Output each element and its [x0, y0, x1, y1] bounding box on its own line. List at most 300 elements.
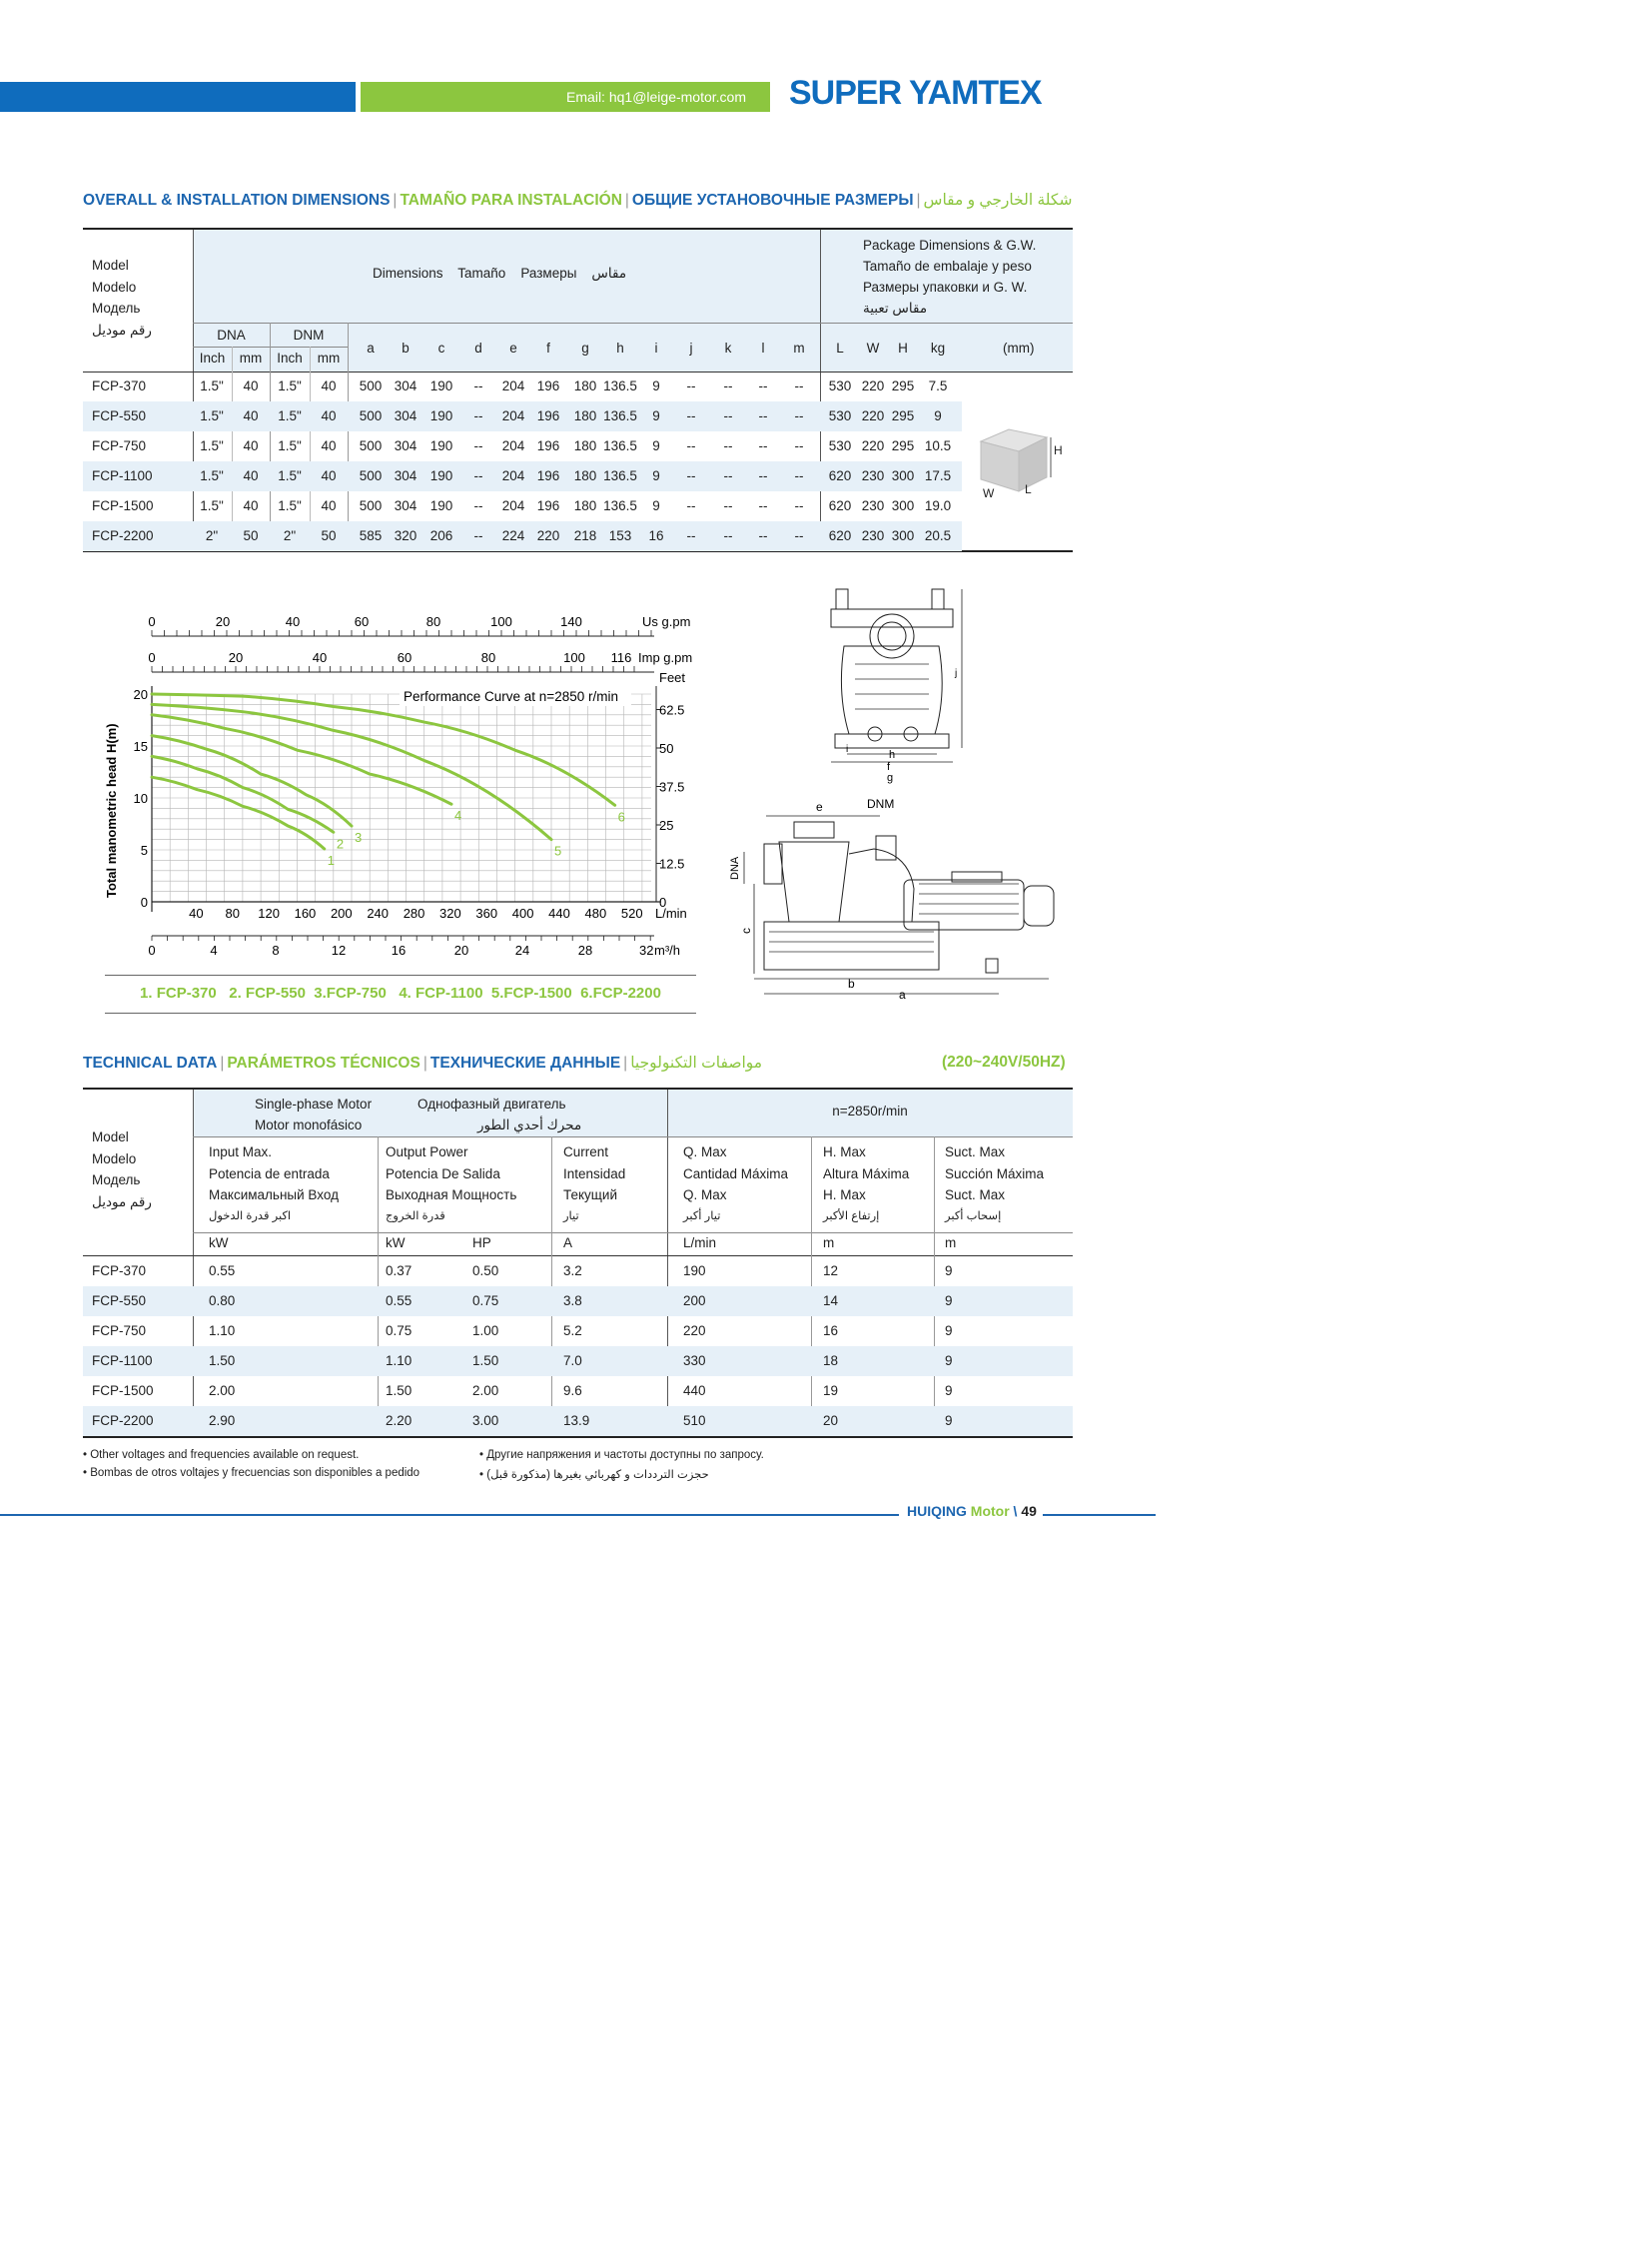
dim-cell: 1.5"	[278, 468, 302, 483]
tech-cell: 9.6	[563, 1383, 582, 1398]
dim-letter-m: m	[793, 341, 805, 356]
dim-cell: 9	[652, 468, 660, 483]
imp-gpm-tick-label: 0	[148, 650, 156, 665]
us-gpm-unit: Us g.pm	[642, 614, 691, 629]
brand-logo: SUPER YAMTEX	[789, 74, 1042, 112]
qmax-header-line: Q. Max	[683, 1144, 727, 1159]
header-email[interactable]: Email: hq1@leige-motor.com	[566, 89, 746, 105]
x-tick-label: 240	[367, 906, 390, 921]
tech-cell: 2.20	[386, 1413, 413, 1428]
tech-model-label: Model Modelo Модель رقم موديل	[92, 1129, 152, 1209]
dim-cell: 1.5"	[278, 378, 302, 393]
x-tick-label: 440	[548, 906, 570, 921]
x-tick-label: 200	[330, 906, 353, 921]
current-header-line: Текущий	[563, 1187, 617, 1202]
tech-cell: 9	[945, 1323, 953, 1338]
imp-gpm-tick-label: 20	[228, 650, 244, 665]
tech-cell: 1.10	[386, 1353, 413, 1368]
dim-cell: 500	[359, 498, 383, 513]
m3h-tick-label: 12	[331, 943, 347, 958]
dim-cell: 620	[828, 528, 852, 543]
note-3: • Другие напряжения и частоты доступны по запросу.	[479, 1449, 764, 1461]
unit-cell: kW	[386, 1235, 406, 1250]
dim-cell: --	[723, 438, 733, 453]
title-ru: ОБЩИЕ УСТАНОВОЧНЫЕ РАЗМЕРЫ	[631, 192, 914, 209]
dim-cell: 180	[573, 378, 597, 393]
tech-cell: 13.9	[563, 1413, 590, 1428]
tech-cell: 3.2	[563, 1263, 582, 1278]
dim-cell: 1.5"	[278, 498, 302, 513]
dim-cell: 500	[359, 438, 383, 453]
unit-cell: m	[945, 1235, 957, 1250]
dim-cell: --	[723, 378, 733, 393]
note-1: • Other voltages and frequencies available on request.	[83, 1449, 360, 1461]
drawing-c-label: c	[739, 928, 753, 934]
legend-rule	[105, 1013, 696, 1014]
dim-cell: --	[794, 528, 804, 543]
dim-cell: 500	[359, 468, 383, 483]
dim-cell: 218	[573, 528, 597, 543]
x-tick-label: 360	[475, 906, 498, 921]
dim-cell: --	[473, 438, 483, 453]
tech-cell: 9	[945, 1263, 953, 1278]
dim-cell: --	[758, 468, 768, 483]
dim-cell: --	[794, 408, 804, 423]
dim-cell: 300	[891, 498, 915, 513]
tech-cell: 12	[823, 1263, 839, 1278]
output-power-header-line: Potencia De Salida	[386, 1165, 500, 1181]
box-l-label: L	[1025, 482, 1032, 496]
dim-letter-f: f	[546, 341, 550, 356]
dim-cell: 196	[536, 438, 560, 453]
dim-cell: 1.5"	[200, 468, 224, 483]
dim-cell: 136.5	[603, 408, 637, 423]
us-gpm-tick-label: 60	[354, 614, 370, 629]
dim-cell: 196	[536, 408, 560, 423]
package-box-icon	[969, 419, 1069, 501]
x-tick-label: 120	[258, 906, 280, 921]
us-gpm-tick-label: 20	[215, 614, 231, 629]
dim-cell: 136.5	[603, 378, 637, 393]
y-tick-label: 5	[140, 843, 148, 858]
dim-cell: 304	[394, 378, 417, 393]
chart-labels	[104, 614, 692, 958]
dim-package-label: Package Dimensions & G.W. Tamaño de embalaje y peso Размеры упаковки и G. W. مقاس تعبية	[863, 238, 1037, 316]
dim-cell: 300	[891, 528, 915, 543]
hmax-header-line: H. Max	[823, 1144, 866, 1159]
footer-brand-1: HUIQING	[907, 1503, 967, 1519]
m3h-last-label: 32	[639, 943, 654, 958]
tech-cell: 3.8	[563, 1293, 582, 1308]
dim-cell: 224	[501, 528, 525, 543]
dim-cell: 190	[429, 498, 453, 513]
drawing-b-label: b	[848, 977, 855, 991]
m3h-tick-label: 28	[577, 943, 593, 958]
note-2: • Bombas de otros voltajes y frecuencias son disponibles a pedido	[83, 1467, 420, 1479]
dim-cell: 180	[573, 468, 597, 483]
dim-cell: 20.5	[924, 528, 952, 543]
dim-cell: 320	[394, 528, 417, 543]
input-max-header	[209, 1141, 339, 1227]
unit-cell: kW	[209, 1235, 229, 1250]
suct-max-header	[945, 1141, 1044, 1227]
us-gpm-tick-label: 80	[425, 614, 441, 629]
x-tick-label: 520	[620, 906, 643, 921]
dim-cell: --	[686, 438, 696, 453]
drawing-f-label: f	[887, 761, 891, 773]
dim-cell: 2"	[205, 528, 219, 543]
dim-letter-i: i	[654, 341, 658, 356]
dim-cell: 304	[394, 468, 417, 483]
feet-unit-label: Feet	[659, 670, 686, 685]
qmax-header-line: تيار أكبر	[683, 1209, 721, 1222]
dim-model-cell: FCP-1100	[92, 468, 153, 483]
tech-cell: 5.2	[563, 1323, 582, 1338]
imp-gpm-tick-label: 40	[312, 650, 328, 665]
pkg-col-kg: kg	[930, 341, 946, 356]
tech-cell: 510	[683, 1413, 706, 1428]
tech-title-es: PARÁMETROS TÉCNICOS	[227, 1055, 420, 1072]
dim-cell: 136.5	[603, 438, 637, 453]
dim-cell: 530	[828, 408, 852, 423]
dimensions-section-title: OVERALL & INSTALLATION DIMENSIONS | TAMAÑO PARA INSTALACIÓN | ОБЩИЕ УСТАНОВОЧНЫЕ РАЗМЕРЫ | شكلة الخارجي و مقاس	[83, 192, 1073, 209]
note-4: • حجزت الترددات و كهربائي بغيرها (مذكورة قبل)	[479, 1469, 709, 1481]
current-header-line: Intensidad	[563, 1165, 626, 1181]
dim-cell: --	[723, 408, 733, 423]
dim-cell: --	[794, 498, 804, 513]
tech-cell: 0.55	[209, 1263, 236, 1278]
dim-cell: 1.5"	[200, 378, 224, 393]
voltage-label: (220~240V/50HZ)	[942, 1054, 1066, 1071]
us-gpm-tick-label: 140	[560, 614, 582, 629]
hmax-header-line: H. Max	[823, 1187, 866, 1202]
y-tick-label: 20	[133, 687, 148, 702]
imp-gpm-tick-label: 116	[610, 650, 632, 665]
x-tick-label: 320	[439, 906, 461, 921]
dim-cell: 230	[861, 468, 885, 483]
dim-cell: --	[758, 438, 768, 453]
dim-cell: 9	[652, 438, 660, 453]
dim-cell: 295	[891, 438, 915, 453]
dim-cell: 196	[536, 498, 560, 513]
dnm-header: DNM	[293, 328, 325, 343]
dim-cell: --	[473, 468, 483, 483]
input-max-header-line: Input Max.	[209, 1144, 273, 1159]
dim-cell: 230	[861, 528, 885, 543]
drawing-g-label: g	[887, 772, 894, 784]
unit-cell: m	[823, 1235, 835, 1250]
curve-label-6: 6	[617, 809, 625, 825]
dim-cell: 153	[608, 528, 632, 543]
dim-cell: --	[686, 528, 696, 543]
dim-cell: 180	[573, 408, 597, 423]
tech-cell: 1.50	[472, 1353, 499, 1368]
dim-cell: 1.5"	[200, 408, 224, 423]
tech-cell: 9	[945, 1413, 953, 1428]
m3h-tick-label: 4	[210, 943, 218, 958]
suct-max-header-line: Suct. Max	[945, 1144, 1006, 1159]
tech-cell: 200	[683, 1293, 706, 1308]
dim-letter-b: b	[402, 341, 410, 356]
dim-cell: --	[723, 498, 733, 513]
tech-model-cell: FCP-1500	[92, 1383, 154, 1398]
feet-tick-label: 50	[659, 741, 674, 756]
x-unit-label: L/min	[655, 906, 687, 921]
dim-cell: 304	[394, 498, 417, 513]
dim-cell: 304	[394, 408, 417, 423]
dim-cell: --	[686, 408, 696, 423]
footer-page-label	[899, 1503, 1043, 1525]
pkg-col-l: L	[836, 341, 844, 356]
dnm-mm-header: mm	[317, 351, 341, 366]
dim-cell: 220	[861, 408, 885, 423]
pkg-col-h: H	[898, 341, 908, 356]
pump-side-view-drawing	[724, 794, 1064, 1004]
dim-cell: 19.0	[924, 498, 952, 513]
dim-cell: --	[473, 528, 483, 543]
tech-model-cell: FCP-1100	[92, 1353, 153, 1368]
output-power-header-line: Output Power	[386, 1144, 468, 1159]
dim-cell: 190	[429, 408, 453, 423]
unit-cell: A	[563, 1235, 573, 1250]
dim-cell: 500	[359, 378, 383, 393]
dim-cell: 136.5	[603, 498, 637, 513]
chart-legend: 1. FCP-370 2. FCP-550 3.FCP-750 4. FCP-1100 5.FCP-1500 6.FCP-2200	[140, 985, 661, 1002]
dim-cell: 1.5"	[200, 438, 224, 453]
dim-model-cell: FCP-750	[92, 438, 147, 453]
tech-title-en: TECHNICAL DATA	[83, 1055, 218, 1072]
dim-model-cell: FCP-370	[92, 378, 147, 393]
output-power-header	[386, 1141, 516, 1227]
dim-cell: 9	[652, 408, 660, 423]
dim-cell: 1.5"	[200, 498, 224, 513]
tech-cell: 18	[823, 1353, 839, 1368]
drawing-a-label: a	[899, 988, 906, 1002]
imp-gpm-tick-label: 60	[397, 650, 413, 665]
unit-cell: HP	[472, 1235, 491, 1250]
tech-cell: 1.50	[386, 1383, 413, 1398]
dim-cell: 40	[321, 498, 337, 513]
dim-cell: --	[723, 528, 733, 543]
tech-cell: 14	[823, 1293, 839, 1308]
dim-cell: 220	[861, 378, 885, 393]
drawing-dna-label: DNA	[729, 856, 741, 880]
us-gpm-tick-label: 100	[490, 614, 512, 629]
dim-cell: 2"	[283, 528, 297, 543]
dim-cell: --	[473, 378, 483, 393]
drawing-i-label: i	[846, 744, 849, 755]
dim-letter-l: l	[761, 341, 765, 356]
dim-cell: --	[686, 468, 696, 483]
dim-cell: --	[473, 498, 483, 513]
tech-cell: 0.75	[386, 1323, 413, 1338]
y-tick-label: 0	[140, 895, 148, 910]
dim-cell: 620	[828, 498, 852, 513]
imp-gpm-tick-label: 80	[480, 650, 496, 665]
qmax-header	[683, 1141, 788, 1227]
curve-label-2: 2	[336, 836, 345, 852]
title-ar: شكلة الخارجي و مقاس	[923, 192, 1073, 209]
hmax-header-line: Altura Máxima	[823, 1165, 910, 1181]
dim-cell: 50	[321, 528, 337, 543]
suct-max-header-line: Succión Máxima	[945, 1165, 1045, 1181]
dim-cell: 40	[321, 468, 337, 483]
m3h-tick-label: 16	[391, 943, 407, 958]
dim-cell: 530	[828, 438, 852, 453]
dim-cell: 7.5	[928, 378, 948, 393]
pkg-col-w: W	[866, 341, 880, 356]
tech-model-cell: FCP-2200	[92, 1413, 154, 1428]
dim-cell: 10.5	[924, 438, 952, 453]
qmax-header-line: Cantidad Máxima	[683, 1165, 789, 1181]
title-es: TAMAÑO PARA INSTALACIÓN	[400, 192, 622, 209]
dna-inch-header: Inch	[199, 351, 226, 366]
drawing-j-label: j	[955, 668, 958, 679]
dim-cell: 196	[536, 378, 560, 393]
tech-cell: 2.90	[209, 1413, 236, 1428]
current-header-line: Current	[563, 1144, 609, 1159]
dim-cell: --	[794, 468, 804, 483]
m3h-unit: m³/h	[654, 943, 680, 958]
m3h-tick-label: 8	[272, 943, 280, 958]
dim-cell: 136.5	[603, 468, 637, 483]
dim-model-cell: FCP-1500	[92, 498, 154, 513]
dim-cell: 40	[243, 408, 259, 423]
tech-cell: 19	[823, 1383, 839, 1398]
tech-title-ar: مواصفات التكنولوجيا	[630, 1055, 763, 1072]
tech-cell: 3.00	[472, 1413, 499, 1428]
m3h-tick-label: 24	[514, 943, 530, 958]
dim-cell: 180	[573, 498, 597, 513]
performance-chart	[100, 604, 709, 1024]
output-power-header-line: Выходная Мощность	[386, 1187, 517, 1202]
x-tick-label: 480	[584, 906, 607, 921]
tech-cell: 9	[945, 1353, 953, 1368]
speed-label: n=2850r/min	[832, 1104, 908, 1119]
drawing-e-label: e	[816, 800, 823, 814]
dim-cell: 204	[501, 468, 525, 483]
dim-letter-a: a	[367, 341, 375, 356]
dim-letter-d: d	[474, 341, 482, 356]
feet-tick-label: 0	[659, 895, 667, 910]
hmax-header	[823, 1141, 909, 1227]
title-en: OVERALL & INSTALLATION DIMENSIONS	[83, 192, 391, 209]
dim-cell: 585	[359, 528, 383, 543]
dim-cell: 190	[429, 468, 453, 483]
tech-section-title: TECHNICAL DATA | PARÁMETROS TÉCNICOS | ТЕХНИЧЕСКИЕ ДАННЫЕ | مواصفات التكنولوجيا	[83, 1055, 763, 1072]
curve-label-4: 4	[454, 808, 462, 824]
dim-cell: --	[686, 498, 696, 513]
pump-front-view-drawing	[829, 584, 969, 784]
tech-cell: 0.75	[472, 1293, 499, 1308]
dim-cell: 9	[652, 378, 660, 393]
dim-cell: 1.5"	[278, 408, 302, 423]
curve-label-1: 1	[327, 852, 335, 868]
dim-cell: 204	[501, 408, 525, 423]
dim-cell: 204	[501, 438, 525, 453]
current-header-line: تيار	[563, 1209, 579, 1222]
dim-cell: 220	[536, 528, 560, 543]
us-gpm-tick-label: 40	[285, 614, 301, 629]
chart-curves	[152, 694, 615, 852]
dim-cell: 204	[501, 378, 525, 393]
dim-letter-j: j	[689, 341, 693, 356]
tech-cell: 1.10	[209, 1323, 236, 1338]
suct-max-header-line: إسحاب أكبر	[945, 1209, 1002, 1222]
input-max-header-line: اكبر قدرة الدخول	[209, 1209, 292, 1222]
unit-cell: L/min	[683, 1235, 717, 1250]
dim-cell: --	[686, 378, 696, 393]
y-tick-label: 15	[133, 739, 148, 754]
dim-cell: --	[758, 498, 768, 513]
dim-letter-h: h	[616, 341, 624, 356]
imp-gpm-unit: Imp g.pm	[638, 650, 693, 665]
tech-cell: 0.50	[472, 1263, 499, 1278]
dim-cell: --	[794, 378, 804, 393]
dim-cell: 620	[828, 468, 852, 483]
tech-cell: 330	[683, 1353, 706, 1368]
dim-cell: 17.5	[924, 468, 952, 483]
tech-title-ru: ТЕХНИЧЕСКИЕ ДАННЫЕ	[429, 1055, 621, 1072]
dim-letter-k: k	[724, 341, 732, 356]
dim-cell: --	[758, 408, 768, 423]
m3h-tick-label: 20	[453, 943, 469, 958]
x-tick-label: 280	[403, 906, 425, 921]
dim-cell: 196	[536, 468, 560, 483]
dim-cell: --	[758, 378, 768, 393]
dim-cell: 230	[861, 498, 885, 513]
chart-title: Performance Curve at n=2850 r/min	[404, 689, 618, 704]
dim-cell: 220	[861, 438, 885, 453]
tech-model-cell: FCP-750	[92, 1323, 147, 1338]
tech-model-cell: FCP-370	[92, 1263, 147, 1278]
dim-cell: 40	[243, 378, 259, 393]
tech-cell: 440	[683, 1383, 706, 1398]
footer-sep: \	[1009, 1503, 1022, 1519]
dim-cell: 295	[891, 378, 915, 393]
dim-cell: 40	[321, 378, 337, 393]
dim-cell: 300	[891, 468, 915, 483]
input-max-header-line: Максимальный Вход	[209, 1187, 339, 1202]
tech-model-cell: FCP-550	[92, 1293, 147, 1308]
tech-cell: 1.00	[472, 1323, 499, 1338]
tech-cell: 0.80	[209, 1293, 236, 1308]
tech-cell: 0.37	[386, 1263, 413, 1278]
feet-tick-label: 37.5	[659, 779, 685, 795]
feet-tick-label: 12.5	[659, 856, 685, 872]
mm-unit-label: (mm)	[1003, 341, 1035, 356]
tech-cell: 2.00	[472, 1383, 499, 1398]
y-axis-title: Total manometric head H(m)	[104, 723, 119, 898]
tech-cell: 2.00	[209, 1383, 236, 1398]
header-blue-bar	[0, 82, 356, 112]
dim-letter-c: c	[437, 341, 445, 356]
y-tick-label: 10	[133, 791, 148, 806]
curve-label-3: 3	[355, 830, 363, 846]
tech-cell: 20	[823, 1413, 839, 1428]
us-gpm-tick-label: 0	[148, 614, 156, 629]
curve-3	[152, 736, 352, 826]
dim-cell: 40	[243, 468, 259, 483]
page-number: 49	[1021, 1503, 1037, 1519]
tech-cell: 9	[945, 1293, 953, 1308]
x-tick-label: 160	[294, 906, 317, 921]
x-tick-label: 400	[511, 906, 534, 921]
dnm-inch-header: Inch	[277, 351, 303, 366]
dim-letter-g: g	[581, 341, 589, 356]
qmax-header-line: Q. Max	[683, 1187, 727, 1202]
dim-letter-e: e	[509, 341, 517, 356]
